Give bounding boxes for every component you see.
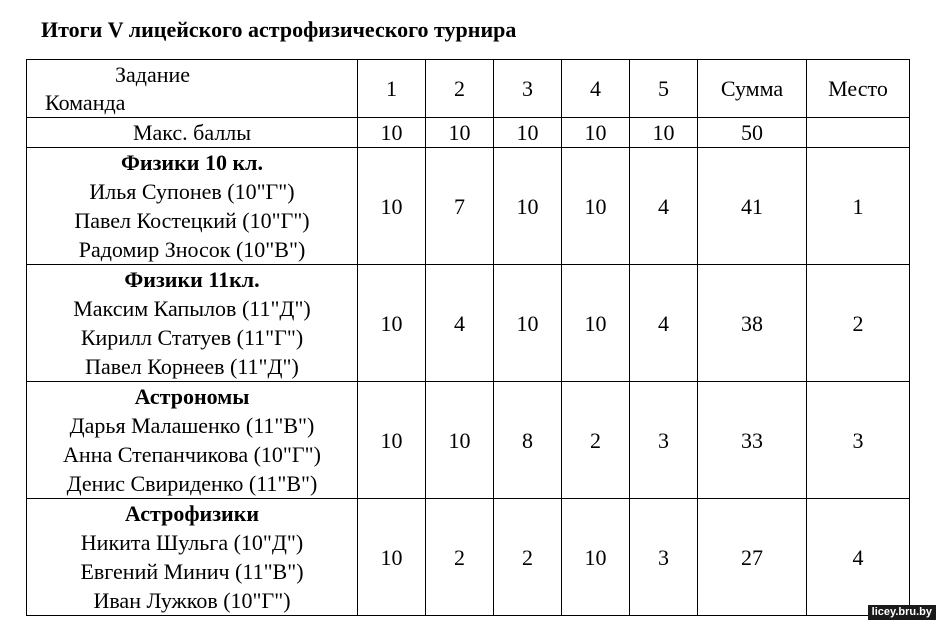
score-cell: 10 [562,499,630,616]
site-watermark: licey.bru.by [868,605,936,620]
max-points-label: Макс. баллы [27,118,358,148]
score-cell: 10 [358,148,426,265]
team-member: Иван Лужков (10"Г") [93,588,291,613]
score-cell: 2 [426,499,494,616]
score-cell: 10 [494,148,562,265]
team-cell [27,499,358,616]
max-points-value: 10 [630,118,698,148]
score-cell: 10 [426,382,494,499]
score-cell: 3 [630,499,698,616]
place-cell: 3 [807,382,910,499]
score-cell: 10 [358,265,426,382]
team-member: Илья Супонев (10"Г") [89,179,295,204]
header-col-place: Место [807,60,910,118]
header-team-cell [27,60,358,118]
team-row [27,382,910,499]
team-member: Никита Шульга (10"Д") [80,530,304,555]
score-cell: 4 [426,265,494,382]
header-col-1: 1 [358,60,426,118]
max-points-sum: 50 [698,118,807,148]
header-task-label: Задание [115,62,191,87]
page-title: Итоги V лицейского астрофизического турнира [41,17,517,42]
team-row [27,265,910,382]
sum-cell: 38 [698,265,807,382]
place-cell: 2 [807,265,910,382]
header-team-label: Команда [45,90,126,115]
sum-cell: 33 [698,382,807,499]
score-cell: 10 [358,499,426,616]
score-cell: 10 [358,382,426,499]
place-cell: 1 [807,148,910,265]
team-cell [27,382,358,499]
sum-cell: 41 [698,148,807,265]
score-cell: 2 [562,382,630,499]
header-row [27,60,910,118]
score-cell: 4 [630,148,698,265]
team-member: Денис Свириденко (11"В") [66,471,318,496]
team-cell [27,148,358,265]
team-member: Павел Корнеев (11"Д") [85,354,299,379]
score-cell: 3 [630,382,698,499]
header-col-2: 2 [426,60,494,118]
results-table [26,59,910,616]
score-cell: 10 [562,148,630,265]
header-col-sum: Сумма [698,60,807,118]
team-cell [27,265,358,382]
score-cell: 8 [494,382,562,499]
team-member: Радомир Зносок (10"В") [78,237,306,262]
max-points-value: 10 [426,118,494,148]
team-row [27,148,910,265]
header-col-3: 3 [494,60,562,118]
max-points-value: 10 [562,118,630,148]
score-cell: 2 [494,499,562,616]
score-cell: 4 [630,265,698,382]
team-name: Астрономы [134,384,250,409]
team-row [27,499,910,616]
score-cell: 10 [562,265,630,382]
team-name: Астрофизики [124,501,260,526]
max-points-value: 10 [358,118,426,148]
score-cell: 10 [494,265,562,382]
team-member: Анна Степанчикова (10"Г") [63,442,321,467]
header-col-5: 5 [630,60,698,118]
score-cell: 7 [426,148,494,265]
sum-cell: 27 [698,499,807,616]
team-member: Кирилл Статуев (11"Г") [80,325,304,350]
place-cell: 4 [807,499,910,616]
max-points-place [807,118,910,148]
max-points-value: 10 [494,118,562,148]
team-name: Физики 10 кл. [121,150,263,175]
header-col-4: 4 [562,60,630,118]
team-member: Евгений Минич (11"В") [80,559,304,584]
team-member: Максим Капылов (11"Д") [73,296,311,321]
team-member: Павел Костецкий (10"Г") [74,208,310,233]
max-points-row [27,118,910,148]
team-name: Физики 11кл. [124,267,260,292]
team-member: Дарья Малашенко (11"В") [69,413,315,438]
